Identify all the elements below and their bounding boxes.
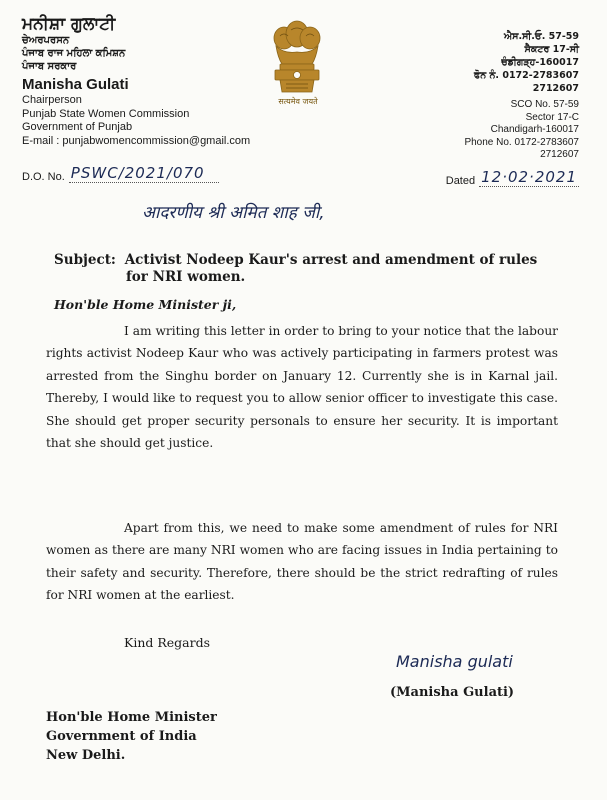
subject-label: Subject:	[54, 252, 116, 268]
sco-address: SCO No. 57-59	[510, 99, 579, 110]
dated-label: Dated	[445, 175, 476, 187]
sender-designation: Chairperson	[22, 94, 82, 106]
sector-address: Sector 17-C	[525, 111, 579, 123]
state-emblem-icon	[266, 18, 328, 108]
sender-government: Government of Punjab	[22, 121, 133, 133]
closing: Kind Regards	[124, 635, 211, 650]
subject	[54, 252, 554, 286]
do-label: D.O. No.	[22, 171, 65, 183]
city-address: Chandigarh-160017	[490, 124, 579, 135]
government-punjabi: ਪੰਜਾਬ ਸਰਕਾਰ	[22, 61, 77, 72]
phone2-punjabi: 2712607	[532, 83, 579, 94]
commission-punjabi: ਪੰਜਾਬ ਰਾਜ ਮਹਿਲਾ ਕਮਿਸ਼ਨ	[22, 48, 126, 59]
body-paragraph-2: Apart from this, we need to make some amendment of rules for NRI women as there are many NRI women who are facing issues in India pertaining to their safety and security. Therefore, there should be the strict redrafting of rules for NRI women at the earliest.	[46, 521, 558, 603]
body-paragraph-1: I am writing this letter in order to bring to your notice that the labour rights activist Nodeep Kaur who was actively participating in farmers protest was arrested from the Singhu border on January 12. Currently she is in Karnal jail. Thereby, I would like to request you to allow senior officer to investigate this case. She should get proper security personals to ensure her security. It is important that she should get justice.	[46, 324, 558, 451]
handwritten-salutation: आदरणीय श्री अमित शाह जी,	[142, 203, 325, 223]
salutation: Hon'ble Home Minister ji,	[54, 297, 237, 312]
do-number	[22, 164, 219, 183]
addressee-line-3: New Delhi.	[46, 748, 126, 763]
chairperson-punjabi: ਚੇਅਰਪਰਸਨ	[22, 35, 70, 46]
emblem-motto: सत्यमेव जयते	[278, 97, 318, 106]
city-punjabi: ਚੰਡੀਗੜ੍ਹ-160017	[501, 57, 579, 68]
letterhead-left	[22, 14, 250, 148]
name-punjabi: ਮਨੀਸ਼ਾ ਗੁਲਾਟੀ	[22, 14, 116, 34]
subject-line-2: for NRI women.	[126, 269, 246, 285]
addressee-line-2: Government of India	[46, 729, 197, 744]
phone-number: Phone No. 0172-2783607	[464, 136, 579, 148]
signatory-name: (Manisha Gulati)	[390, 685, 515, 700]
sector-punjabi: ਸੈਕਟਰ 17-ਸੀ	[524, 44, 579, 55]
signature: Manisha gulati	[396, 652, 513, 671]
phone-punjabi: ਫੋਨ ਨੰ. 0172-2783607	[474, 70, 579, 81]
letterhead-right	[464, 30, 579, 162]
sender-email: E-mail : punjabwomencommission@gmail.com	[22, 134, 251, 147]
addressee-line-1: Hon'ble Home Minister	[46, 710, 217, 725]
addressee	[46, 708, 217, 765]
phone-number-2: 2712607	[540, 149, 579, 160]
dated-value: 12·02·2021	[481, 168, 577, 186]
dated	[446, 168, 579, 187]
subject-line-1: Activist Nodeep Kaur's arrest and amendment of rules	[124, 252, 538, 268]
sco-punjabi: ਐਸ.ਸੀ.ਓ. 57-59	[504, 31, 579, 42]
do-value: PSWC/2021/070	[69, 164, 219, 183]
sender-name: Manisha Gulati	[22, 76, 129, 93]
sender-commission: Punjab State Women Commission	[22, 107, 190, 120]
